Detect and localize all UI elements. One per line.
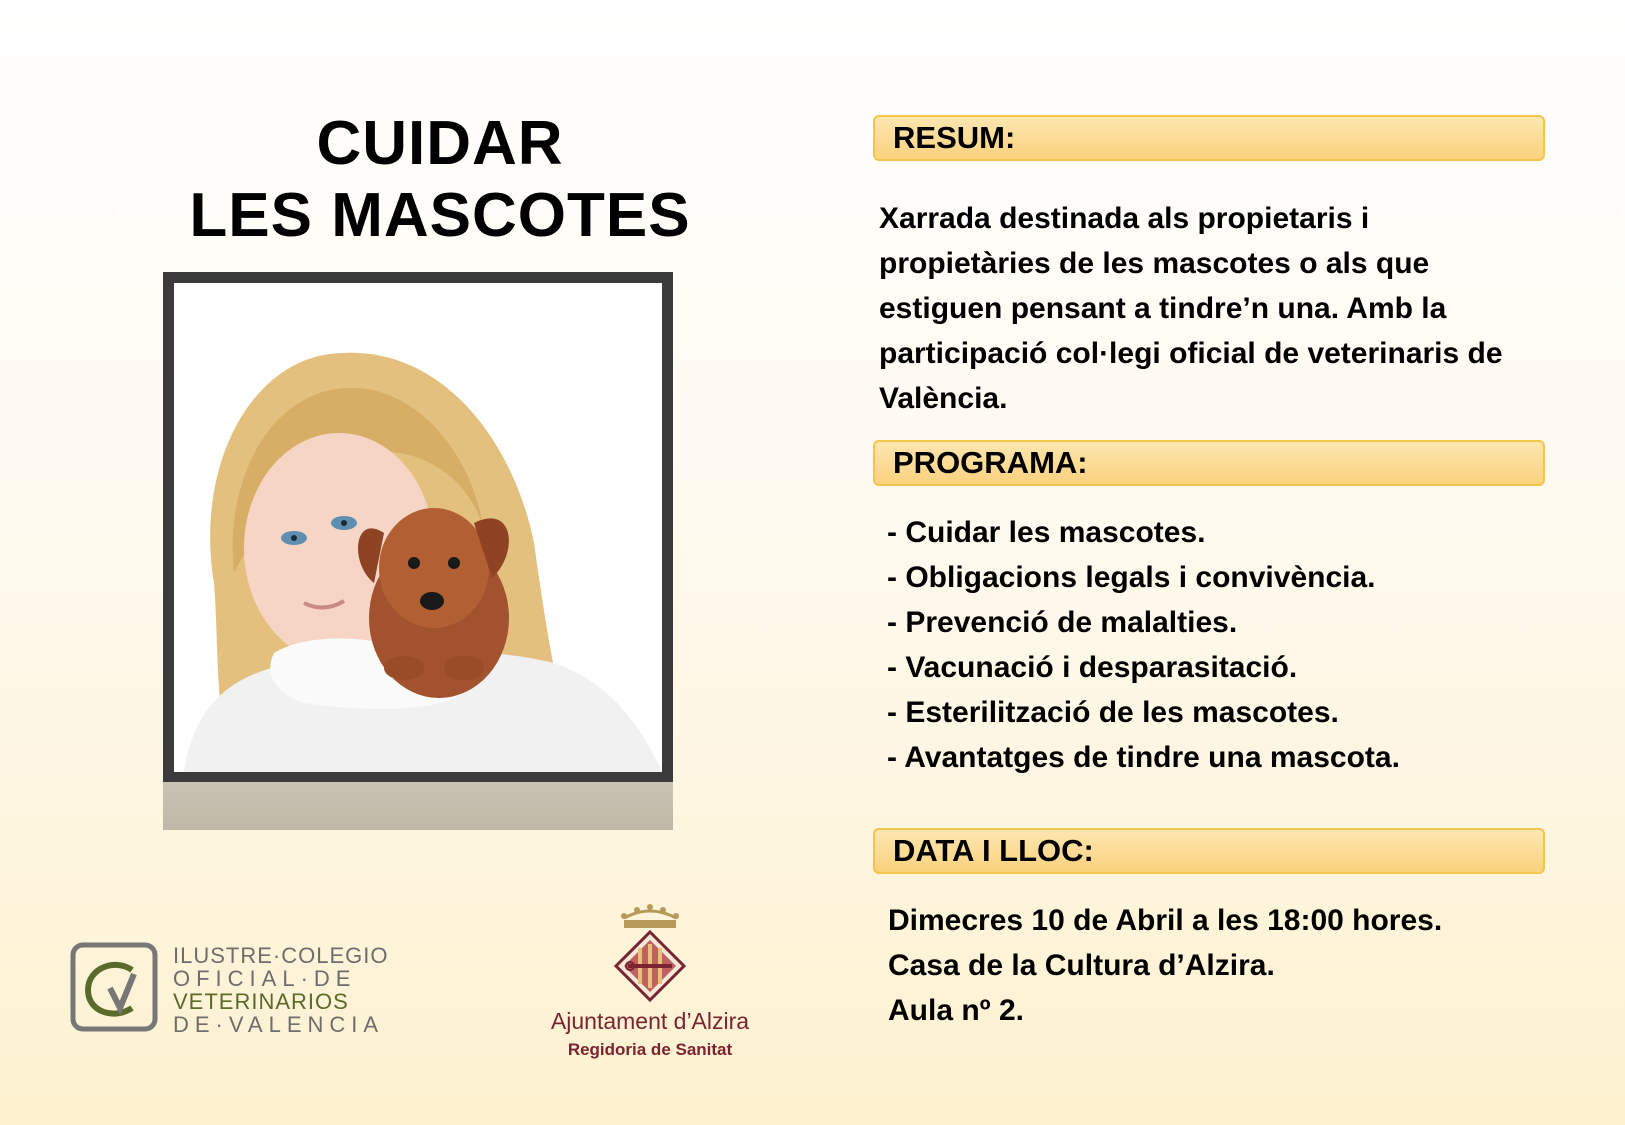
programa-item: - Esterilització de les mascotes.: [887, 696, 1339, 729]
resum-text: Xarrada destinada als propietaris i propietàries de les mascotes o als que estiguen pensant a tindre’n una. Amb la participació col·legi oficial de veterinaris de València.: [879, 202, 1503, 415]
programa-item: - Avantatges de tindre una mascota.: [887, 741, 1400, 774]
data-lloc-heading: DATA I LLOC:: [873, 828, 1545, 874]
data-lloc-line: Casa de la Cultura d’Alzira.: [888, 949, 1275, 982]
vet-line-2: OFICIAL·DE: [173, 966, 357, 991]
data-lloc-line: Aula nº 2.: [888, 994, 1024, 1027]
alzira-name: Ajuntament d’Alzira: [550, 1008, 750, 1034]
alzira-crest-icon: [610, 900, 690, 1005]
programa-list: [887, 510, 1547, 780]
girl-with-puppy-photo: [174, 283, 662, 772]
programa-heading: PROGRAMA:: [873, 440, 1545, 486]
vet-line-3: VETERINARIOS: [173, 989, 349, 1014]
vet-college-text: [173, 944, 388, 1036]
vet-line-1: ILUSTRE·COLEGIO: [173, 943, 389, 968]
alzira-subtitle: Regidoria de Sanitat: [567, 1040, 733, 1059]
photo-shadow: [163, 782, 673, 830]
data-lloc-text: [888, 898, 1548, 1033]
photo-frame: [163, 272, 673, 782]
girl-with-puppy-illustration: [174, 283, 662, 772]
title-line-2: LES MASCOTES: [189, 181, 691, 250]
vet-college-logo: [70, 942, 389, 1037]
resum-heading: RESUM:: [873, 115, 1545, 161]
vet-college-emblem-icon: [70, 942, 160, 1034]
programa-list-container: [887, 510, 1547, 780]
title-line-1: CUIDAR: [316, 109, 564, 178]
programa-item: - Obligacions legals i convivència.: [887, 561, 1376, 594]
programa-item: - Prevenció de malalties.: [887, 606, 1238, 639]
data-lloc-line: Dimecres 10 de Abril a les 18:00 hores.: [888, 904, 1443, 937]
programa-item: - Vacunació i desparasitació.: [887, 651, 1298, 684]
poster-title: [150, 108, 730, 252]
programa-item: - Cuidar les mascotes.: [887, 516, 1206, 549]
vet-line-4: DE·VALENCIA: [173, 1012, 385, 1037]
alzira-logo: [520, 900, 780, 1070]
